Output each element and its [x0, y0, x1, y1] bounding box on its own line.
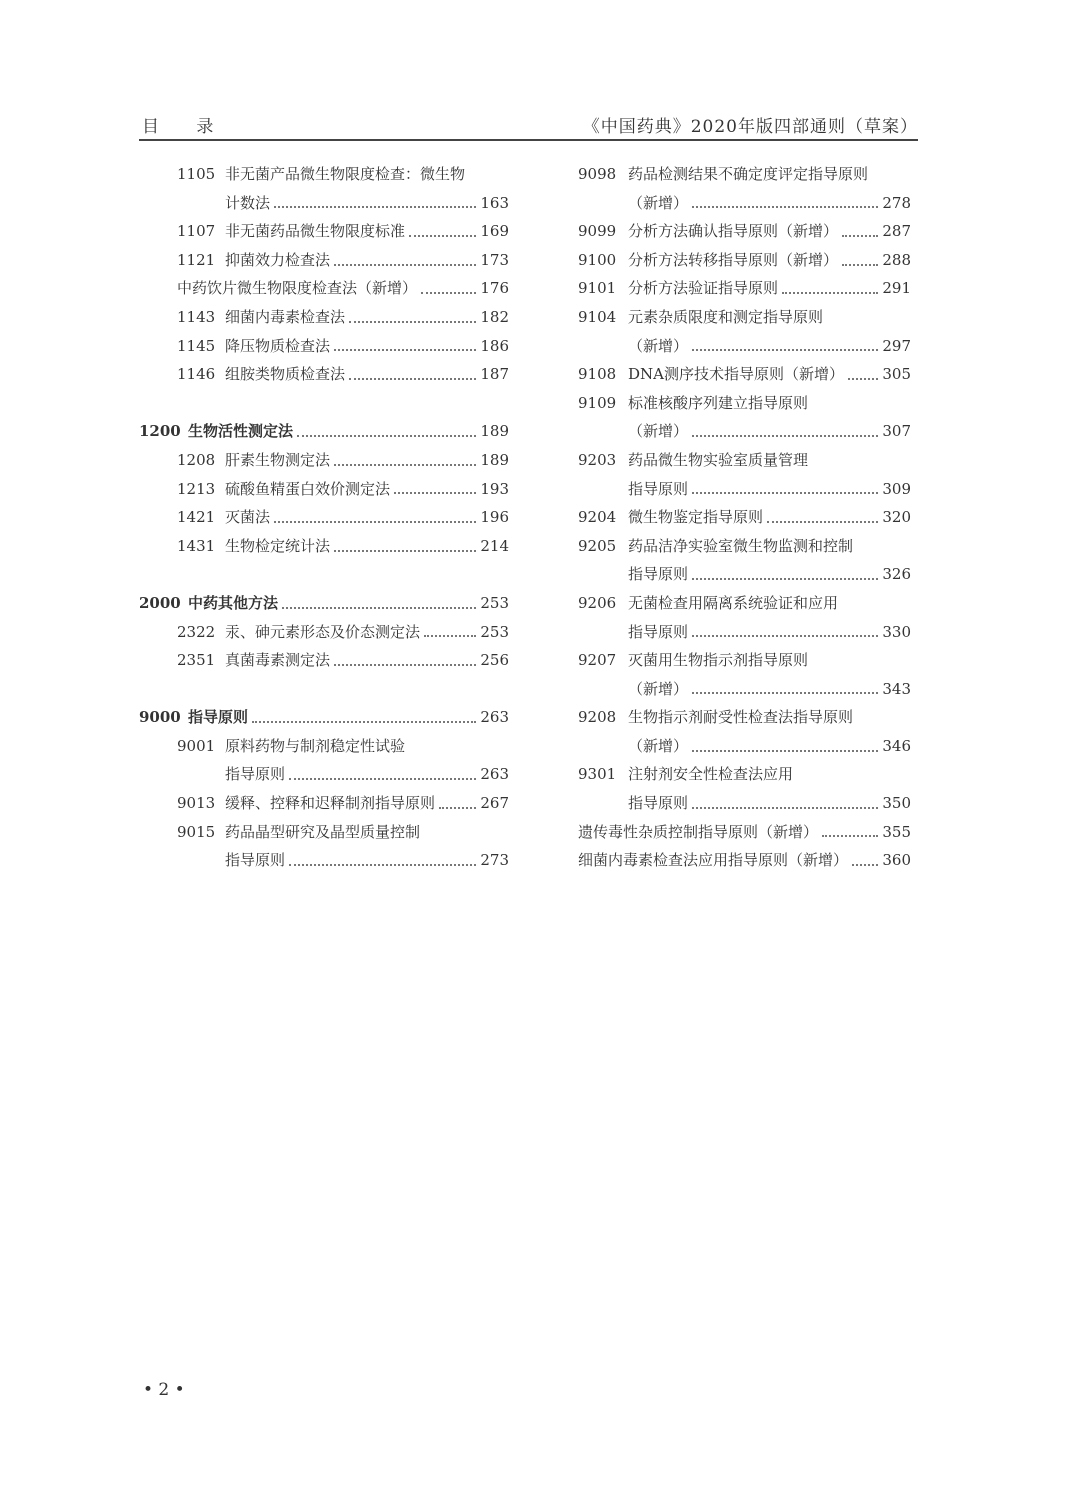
toc-entry[interactable]: [139, 789, 509, 818]
toc-entry[interactable]: [578, 732, 911, 761]
dot-leader: [692, 806, 878, 809]
toc-entry[interactable]: [578, 332, 911, 361]
toc-entry[interactable]: [578, 160, 911, 189]
toc-entry[interactable]: [139, 246, 509, 275]
toc-entry-code: 2351: [177, 651, 216, 670]
toc-entry-page: 330: [882, 622, 911, 641]
toc-entry-title: 真菌毒素测定法: [225, 651, 331, 670]
toc-entry[interactable]: [139, 217, 509, 246]
toc-entry-title: 药品洁净实验室微生物监测和控制: [628, 536, 854, 555]
toc-entry-page: 355: [882, 822, 911, 841]
toc-entry-title: 分析方法验证指导原则: [628, 279, 779, 298]
toc-entry-title: 微生物鉴定指导原则: [628, 508, 764, 527]
toc-entry-code: 9013: [177, 794, 216, 813]
toc-entry-code: 1431: [177, 536, 216, 555]
toc-entry-page: 173: [480, 250, 509, 269]
toc-entry[interactable]: [578, 618, 911, 647]
toc-entry-title: 药品微生物实验室质量管理: [628, 450, 809, 469]
dot-leader: [334, 263, 476, 266]
toc-entry-page: 163: [480, 193, 509, 212]
toc-entry-title: 无菌检查用隔离系统验证和应用: [628, 593, 839, 612]
toc-entry[interactable]: [139, 760, 509, 789]
dot-leader: [274, 205, 476, 208]
dot-leader: [252, 720, 476, 723]
toc-entry[interactable]: [578, 189, 911, 218]
toc-entry-page: 287: [882, 222, 911, 241]
toc-entry[interactable]: [139, 446, 509, 475]
toc-entry-title: 指导原则: [225, 851, 286, 870]
toc-entry-code: 9204: [578, 508, 617, 527]
dot-leader: [289, 863, 476, 866]
toc-entry[interactable]: [578, 446, 911, 475]
toc-entry-title: 生物指示剂耐受性检查法指导原则: [628, 708, 854, 727]
dot-leader: [767, 520, 878, 523]
toc-entry-page: 307: [882, 422, 911, 441]
header-book-title: 《中国药典》2020年版四部通则（草案）: [582, 117, 918, 137]
toc-entry-page: 305: [882, 365, 911, 384]
toc-entry-code: 9108: [578, 365, 617, 384]
toc-entry[interactable]: [139, 703, 509, 732]
toc-entry-page: 256: [480, 651, 509, 670]
toc-entry-title: 降压物质检查法: [225, 336, 331, 355]
toc-left-column: [139, 160, 509, 875]
toc-entry-code: 9205: [578, 536, 617, 555]
dot-leader: [394, 491, 476, 494]
toc-entry-title: 中药其他方法: [188, 593, 279, 612]
toc-entry-code: 9203: [578, 450, 617, 469]
toc-entry-code: 1146: [177, 365, 216, 384]
dot-leader: [848, 377, 878, 380]
dot-leader: [782, 291, 878, 294]
page-number: • 2 •: [143, 1380, 185, 1400]
toc-entry-page: 267: [480, 794, 509, 813]
toc-entry-code: 9207: [578, 651, 617, 670]
toc-entry-code: 9101: [578, 279, 617, 298]
toc-entry-code: 2322: [177, 622, 216, 641]
toc-entry-code: 1200: [139, 422, 181, 441]
toc-entry-title: 指导原则: [225, 765, 286, 784]
toc-entry-title: 灭菌用生物指示剂指导原则: [628, 651, 809, 670]
toc-entry-code: 9109: [578, 393, 617, 412]
toc-entry-page: 169: [480, 222, 509, 241]
dot-leader: [334, 663, 476, 666]
toc-entry[interactable]: [139, 532, 509, 561]
toc-entry-code: 9104: [578, 307, 617, 326]
toc-entry-code: 9099: [578, 222, 617, 241]
toc-entry-code: 9208: [578, 708, 617, 727]
toc-entry-title: （新增）: [628, 422, 689, 441]
toc-entry-title: 遗传毒性杂质控制指导原则（新增）: [578, 822, 819, 841]
dot-leader: [439, 806, 476, 809]
toc-entry-page: 187: [480, 365, 509, 384]
dot-leader: [692, 434, 878, 437]
toc-entry-page: 182: [480, 307, 509, 326]
toc-entry[interactable]: [578, 703, 911, 732]
toc-entry-code: 1143: [177, 307, 216, 326]
toc-entry-title: 灭菌法: [225, 508, 271, 527]
toc-entry[interactable]: [139, 818, 509, 847]
toc-entry-title: 非无菌药品微生物限度标准: [225, 222, 406, 241]
dot-leader: [842, 263, 878, 266]
dot-leader: [852, 863, 878, 866]
toc-entry-code: 1208: [177, 450, 216, 469]
toc-entry-page: 253: [480, 593, 509, 612]
dot-leader: [409, 234, 476, 237]
toc-entry-code: 9301: [578, 765, 617, 784]
toc-entry-title: （新增）: [628, 336, 689, 355]
toc-entry-title: 指导原则: [628, 479, 689, 498]
toc-entry-title: 生物活性测定法: [188, 422, 294, 441]
toc-entry-page: 346: [882, 736, 911, 755]
toc-entry-page: 189: [480, 422, 509, 441]
toc-entry-title: （新增）: [628, 736, 689, 755]
dot-leader: [692, 691, 878, 694]
dot-leader: [297, 434, 476, 437]
dot-leader: [692, 491, 878, 494]
dot-leader: [349, 377, 476, 380]
toc-right-column: [578, 160, 911, 875]
toc-entry[interactable]: [578, 217, 911, 246]
toc-entry-code: 1421: [177, 508, 216, 527]
toc-entry[interactable]: [578, 360, 911, 389]
toc-entry[interactable]: [578, 846, 911, 875]
dot-leader: [334, 463, 476, 466]
toc-entry-title: （新增）: [628, 679, 689, 698]
dot-leader: [692, 749, 878, 752]
toc-entry[interactable]: [578, 760, 911, 789]
toc-entry-title: 原料药物与制剂稳定性试验: [225, 736, 406, 755]
toc-entry-page: 273: [480, 851, 509, 870]
toc-entry[interactable]: [578, 475, 911, 504]
header-rule: [139, 139, 918, 141]
toc-entry[interactable]: [578, 789, 911, 818]
toc-entry[interactable]: [578, 274, 911, 303]
dot-leader: [289, 777, 476, 780]
toc-entry-code: 1145: [177, 336, 216, 355]
dot-leader: [822, 834, 878, 837]
toc-entry-page: 297: [882, 336, 911, 355]
header-section-title: 目 录: [142, 117, 230, 137]
toc-entry-page: 186: [480, 336, 509, 355]
toc-entry-code: 1107: [177, 222, 216, 241]
toc-entry-page: 288: [882, 250, 911, 269]
toc-entry[interactable]: [578, 303, 911, 332]
toc-entry-title: 分析方法转移指导原则（新增）: [628, 250, 839, 269]
toc-entry-title: 指导原则: [188, 708, 249, 727]
toc-entry-title: 汞、砷元素形态及价态测定法: [225, 622, 421, 641]
toc-entry-page: 193: [480, 479, 509, 498]
toc-entry-title: 抑菌效力检查法: [225, 250, 331, 269]
toc-entry-code: 9206: [578, 593, 617, 612]
toc-entry-title: 标准核酸序列建立指导原则: [628, 393, 809, 412]
toc-entry-page: 176: [480, 279, 509, 298]
toc-entry-code: 1213: [177, 479, 216, 498]
toc-entry-page: 350: [882, 794, 911, 813]
toc-entry-code: 2000: [139, 593, 181, 612]
toc-entry-page: 263: [480, 708, 509, 727]
toc-entry-code: 9000: [139, 708, 181, 727]
toc-entry-title: 计数法: [225, 193, 271, 212]
toc-entry-title: 缓释、控释和迟释制剂指导原则: [225, 794, 436, 813]
toc-entry[interactable]: [139, 332, 509, 361]
dot-leader: [282, 606, 476, 609]
toc-entry-page: 309: [882, 479, 911, 498]
toc-entry-code: 1121: [177, 250, 216, 269]
toc-entry[interactable]: [139, 160, 509, 189]
toc-entry-title: 元素杂质限度和测定指导原则: [628, 307, 824, 326]
toc-entry-code: 9001: [177, 736, 216, 755]
dot-leader: [424, 634, 476, 637]
toc-entry[interactable]: [139, 503, 509, 532]
toc-entry[interactable]: [578, 646, 911, 675]
toc-entry[interactable]: [139, 360, 509, 389]
toc-entry[interactable]: [139, 274, 509, 303]
toc-entry-title: 生物检定统计法: [225, 536, 331, 555]
toc-entry[interactable]: [139, 417, 509, 446]
toc-entry-page: 189: [480, 450, 509, 469]
dot-leader: [334, 348, 476, 351]
toc-entry-title: 药品晶型研究及晶型质量控制: [225, 822, 421, 841]
toc-entry[interactable]: [139, 303, 509, 332]
toc-entry[interactable]: [139, 475, 509, 504]
toc-entry-page: 214: [480, 536, 509, 555]
running-header: [139, 108, 918, 138]
dot-leader: [274, 520, 476, 523]
dot-leader: [334, 549, 476, 552]
toc-entry-title: 细菌内毒素检查法: [225, 307, 346, 326]
toc-entry-title: 细菌内毒素检查法应用指导原则（新增）: [578, 851, 849, 870]
toc-entry-title: 硫酸鱼精蛋白效价测定法: [225, 479, 391, 498]
dot-leader: [349, 320, 476, 323]
toc-entry-code: 9015: [177, 822, 216, 841]
toc-entry[interactable]: [139, 589, 509, 618]
toc-entry-page: 360: [882, 851, 911, 870]
toc-entry-title: DNA测序技术指导原则（新增）: [628, 365, 844, 384]
toc-entry[interactable]: [578, 417, 911, 446]
toc-entry[interactable]: [139, 189, 509, 218]
toc-entry[interactable]: [578, 818, 911, 847]
toc-entry-title: 非无菌产品微生物限度检查：微生物: [225, 165, 466, 183]
toc-entry[interactable]: [139, 732, 509, 761]
toc-entry-code: 9098: [578, 165, 617, 183]
toc-entry[interactable]: [578, 246, 911, 275]
toc-entry-page: 263: [480, 765, 509, 784]
toc-entry-title: 指导原则: [628, 565, 689, 584]
toc-entry-page: 196: [480, 508, 509, 527]
toc-entry-code: 9100: [578, 250, 617, 269]
toc-entry[interactable]: [578, 532, 911, 561]
toc-entry-title: 分析方法确认指导原则（新增）: [628, 222, 839, 241]
toc-entry[interactable]: [578, 560, 911, 589]
dot-leader: [842, 234, 878, 237]
toc-entry-title: 指导原则: [628, 794, 689, 813]
dot-leader: [692, 634, 878, 637]
toc-entry[interactable]: [139, 646, 509, 675]
toc-entry[interactable]: [578, 389, 911, 418]
toc-entry[interactable]: [139, 618, 509, 647]
toc-entry-page: 326: [882, 565, 911, 584]
toc-entry-title: 药品检测结果不确定度评定指导原则: [628, 165, 869, 183]
toc-entry-title: 注射剂安全性检查法应用: [628, 765, 794, 784]
toc-entry-page: 320: [882, 508, 911, 527]
toc-entry-title: 中药饮片微生物限度检查法（新增）: [177, 279, 418, 298]
toc-entry-page: 291: [882, 279, 911, 298]
toc-entry-code: 1105: [177, 165, 216, 183]
toc-entry[interactable]: [578, 589, 911, 618]
toc-entry-title: 指导原则: [628, 622, 689, 641]
dot-leader: [692, 205, 878, 208]
toc-entry-title: 组胺类物质检查法: [225, 365, 346, 384]
toc-entry-title: （新增）: [628, 193, 689, 212]
dot-leader: [692, 577, 878, 580]
toc-entry-page: 253: [480, 622, 509, 641]
toc-entry[interactable]: [578, 503, 911, 532]
toc-entry-title: 肝素生物测定法: [225, 450, 331, 469]
toc-entry-page: 278: [882, 193, 911, 212]
toc-entry[interactable]: [139, 846, 509, 875]
dot-leader: [421, 291, 476, 294]
toc-entry[interactable]: [578, 675, 911, 704]
dot-leader: [692, 348, 878, 351]
toc-entry-page: 343: [882, 679, 911, 698]
